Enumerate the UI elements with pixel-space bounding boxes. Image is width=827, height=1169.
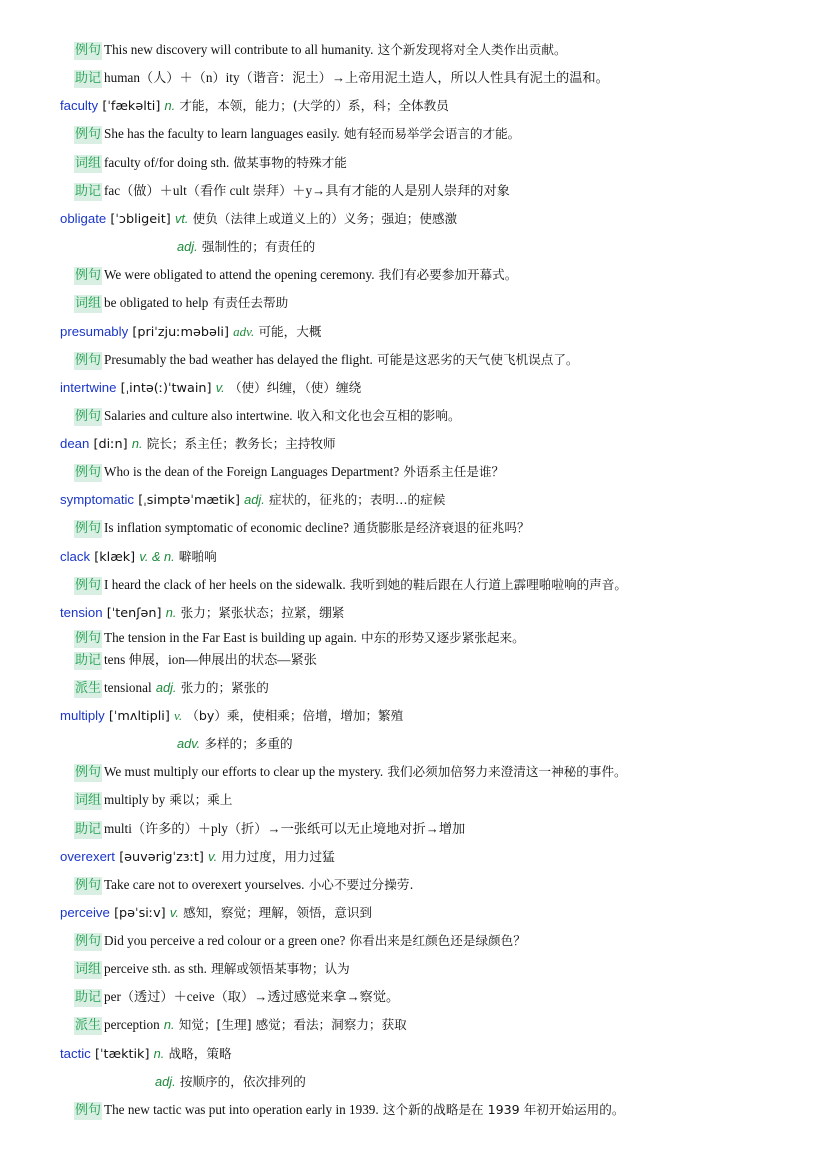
part-of-speech: v. bbox=[208, 849, 218, 864]
entry-subsense-line bbox=[155, 1072, 306, 1092]
label-badge: 例句 bbox=[75, 409, 102, 424]
headword: symptomatic bbox=[60, 492, 135, 507]
translation: 通货膨胀是经济衰退的征兆吗？ bbox=[353, 520, 530, 535]
part-of-speech: adj. bbox=[155, 1074, 176, 1089]
part-of-speech: n. bbox=[163, 1017, 175, 1032]
translation: 她有轻而易举学会语言的才能。 bbox=[343, 126, 521, 141]
entry-headword-line bbox=[60, 96, 449, 116]
part-of-speech: vt. bbox=[174, 211, 189, 226]
entry-detail-line bbox=[74, 959, 350, 979]
detail-text: Who is the dean of the Foreign Languages Department? bbox=[104, 464, 400, 479]
entry-detail-line bbox=[74, 40, 567, 60]
translation: 我们有必要参加开幕式。 bbox=[378, 267, 518, 282]
label-badge: 助记 bbox=[75, 990, 102, 1005]
translation: 这个新的战略是在 1939 年初开始运用的。 bbox=[382, 1102, 625, 1117]
part-of-speech: adv. bbox=[233, 324, 255, 339]
detail-text: Presumably the bad weather has delayed the flight. bbox=[104, 352, 373, 367]
part-of-speech: v. & n. bbox=[139, 549, 175, 564]
detail-text: tens 伸展，ion—伸展出的状态—紧张 bbox=[104, 652, 317, 667]
translation: 我们必须加倍努力来澄清这一神秘的事件。 bbox=[387, 764, 627, 779]
definition: （使）纠缠，（使）缠绕 bbox=[228, 380, 362, 395]
phonetic: [priˈzjuːməbəli] bbox=[132, 325, 229, 340]
phonetic: [klæk] bbox=[94, 550, 136, 565]
phonetic: [əuvərigˈzɜːt] bbox=[119, 850, 204, 865]
part-of-speech: n. bbox=[153, 1046, 165, 1061]
translation: 可能是这恶劣的天气使飞机误点了。 bbox=[377, 352, 579, 367]
part-of-speech: adv. bbox=[177, 736, 201, 751]
entry-headword-line bbox=[60, 322, 321, 342]
entry-detail-line bbox=[74, 124, 520, 144]
entry-detail-line bbox=[74, 293, 288, 313]
part-of-speech: adj. bbox=[155, 680, 177, 695]
label-badge: 例句 bbox=[75, 878, 102, 893]
phonetic: [ˈmʌltipli] bbox=[108, 709, 170, 724]
entry-headword-line bbox=[60, 378, 361, 398]
label-badge: 例句 bbox=[75, 1103, 102, 1118]
headword: faculty bbox=[60, 98, 99, 113]
detail-text: perception bbox=[104, 1017, 160, 1032]
definition: （by）乘，使相乘；倍增，增加；繁殖 bbox=[186, 708, 404, 723]
headword: obligate bbox=[60, 211, 107, 226]
entry-detail-line bbox=[74, 819, 465, 839]
label-badge: 助记 bbox=[75, 71, 102, 86]
entry-headword-line bbox=[60, 434, 336, 454]
headword: dean bbox=[60, 436, 90, 451]
detail-text: multi（许多的）＋ply（折）→一张纸可以无止境地对折→增加 bbox=[104, 821, 466, 836]
headword: multiply bbox=[60, 708, 105, 723]
translation: 这个新发现将对全人类作出贡献。 bbox=[377, 42, 567, 57]
detail-text: perceive sth. as sth. bbox=[104, 961, 207, 976]
detail-text: human（人）＋（n）ity（谐音：泥土）→上帝用泥土造人，所以人性具有泥土的温和。 bbox=[104, 70, 609, 85]
phonetic: [ˌintə(ː)ˈtwain] bbox=[120, 381, 212, 396]
part-of-speech: n. bbox=[165, 605, 177, 620]
entry-headword-line bbox=[60, 903, 372, 923]
detail-text: Did you perceive a red colour or a green one? bbox=[104, 933, 346, 948]
definition: 噼啪响 bbox=[178, 549, 217, 564]
label-badge: 助记 bbox=[75, 653, 102, 668]
headword: tactic bbox=[60, 1046, 91, 1061]
part-of-speech: adj. bbox=[177, 239, 198, 254]
label-badge: 例句 bbox=[75, 765, 102, 780]
entry-detail-line bbox=[74, 181, 510, 201]
headword: overexert bbox=[60, 849, 115, 864]
label-badge: 例句 bbox=[75, 578, 102, 593]
entry-headword-line bbox=[60, 547, 217, 567]
label-badge: 例句 bbox=[75, 631, 102, 646]
definition: 才能，本领，能力；(大学的）系，科；全体教员 bbox=[179, 98, 449, 113]
phonetic: [pəˈsiːv] bbox=[114, 906, 166, 921]
label-badge: 例句 bbox=[75, 934, 102, 949]
detail-text: per（透过）＋ceive（取）→透过感觉来拿→察觉。 bbox=[104, 989, 400, 1004]
entry-headword-line bbox=[60, 847, 335, 867]
detail-text: be obligated to help bbox=[104, 295, 209, 310]
label-badge: 派生 bbox=[75, 1018, 102, 1033]
definition: 张力；紧张状态；拉紧，绷紧 bbox=[180, 605, 345, 620]
label-badge: 例句 bbox=[75, 43, 102, 58]
headword: intertwine bbox=[60, 380, 117, 395]
entry-detail-line bbox=[74, 153, 347, 173]
translation: 张力的；紧张的 bbox=[180, 680, 269, 695]
entry-detail-line bbox=[74, 350, 579, 370]
detail-text: This new discovery will contribute to all humanity. bbox=[104, 42, 374, 57]
label-badge: 派生 bbox=[75, 681, 102, 696]
entry-headword-line bbox=[60, 603, 344, 623]
definition: 用力过度，用力过猛 bbox=[221, 849, 335, 864]
entry-detail-line bbox=[74, 678, 269, 698]
detail-text: We were obligated to attend the opening ceremony. bbox=[104, 267, 375, 282]
entry-detail-line bbox=[74, 68, 609, 88]
translation: 你看出来是红颜色还是绿颜色？ bbox=[349, 933, 526, 948]
entry-detail-line bbox=[74, 406, 461, 426]
detail-text: multiply by bbox=[104, 792, 166, 807]
definition: 可能，大概 bbox=[258, 324, 322, 339]
detail-text: I heard the clack of her heels on the sidewalk. bbox=[104, 577, 346, 592]
label-badge: 词组 bbox=[75, 156, 102, 171]
detail-text: Is inflation symptomatic of economic decline? bbox=[104, 520, 350, 535]
translation: 知觉；[生理] 感觉；看法；洞察力；获取 bbox=[178, 1017, 407, 1032]
entry-detail-line bbox=[74, 1100, 624, 1120]
label-badge: 例句 bbox=[75, 521, 102, 536]
label-badge: 例句 bbox=[75, 127, 102, 142]
label-badge: 助记 bbox=[75, 822, 102, 837]
entry-detail-line bbox=[74, 875, 413, 895]
translation: 有责任去帮助 bbox=[212, 295, 289, 310]
entry-detail-line bbox=[74, 762, 627, 782]
headword: presumably bbox=[60, 324, 129, 339]
part-of-speech: adj. bbox=[244, 492, 265, 507]
entry-detail-line bbox=[74, 987, 399, 1007]
entry-detail-line bbox=[74, 575, 627, 595]
phonetic: [ˈtenʃən] bbox=[106, 606, 162, 621]
entry-headword-line bbox=[60, 209, 457, 229]
detail-text: Take care not to overexert yourselves. bbox=[104, 877, 305, 892]
entry-detail-line bbox=[74, 628, 525, 648]
phonetic: [diːn] bbox=[93, 437, 128, 452]
translation: 乘以；乘上 bbox=[169, 792, 233, 807]
detail-text: faculty of/for doing sth. bbox=[104, 155, 230, 170]
definition: 症状的，征兆的；表明…的症候 bbox=[269, 492, 446, 507]
headword: tension bbox=[60, 605, 103, 620]
part-of-speech: n. bbox=[164, 98, 176, 113]
phonetic: [ˈɔbligeit] bbox=[110, 212, 171, 227]
entry-subsense-line bbox=[177, 237, 315, 257]
translation: 收入和文化也会互相的影响。 bbox=[296, 408, 461, 423]
label-badge: 例句 bbox=[75, 465, 102, 480]
label-badge: 词组 bbox=[75, 793, 102, 808]
translation: 小心不要过分操劳. bbox=[308, 877, 414, 892]
detail-text: fac（做）＋ult（看作 cult 崇拜）＋y→具有才能的人是别人崇拜的对象 bbox=[104, 183, 510, 198]
translation: 我听到她的鞋后跟在人行道上霹哩啪啦响的声音。 bbox=[349, 577, 627, 592]
detail-text: tensional bbox=[104, 680, 152, 695]
label-badge: 例句 bbox=[75, 353, 102, 368]
label-badge: 例句 bbox=[75, 268, 102, 283]
translation: 外语系主任是谁？ bbox=[403, 464, 505, 479]
entry-detail-line bbox=[74, 518, 530, 538]
phonetic: [ˈfækəlti] bbox=[102, 99, 161, 114]
detail-text: We must multiply our efforts to clear up the mystery. bbox=[104, 764, 384, 779]
entry-detail-line bbox=[74, 462, 504, 482]
detail-text: Salaries and culture also intertwine. bbox=[104, 408, 293, 423]
entry-detail-line bbox=[74, 650, 317, 670]
translation: 理解或领悟某事物；认为 bbox=[211, 961, 350, 976]
definition: 使负（法律上或道义上的）义务；强迫；使感激 bbox=[192, 211, 458, 226]
entry-headword-line bbox=[60, 706, 403, 726]
definition: 强制性的；有责任的 bbox=[201, 239, 316, 254]
phonetic: [ˌsimptəˈmætik] bbox=[138, 493, 240, 508]
definition: 感知，察觉；理解，领悟，意识到 bbox=[183, 905, 372, 920]
definition: 多样的；多重的 bbox=[204, 736, 293, 751]
entry-detail-line bbox=[74, 790, 232, 810]
phonetic: [ˈtæktik] bbox=[94, 1047, 150, 1062]
entry-detail-line bbox=[74, 265, 517, 285]
part-of-speech: v. bbox=[215, 380, 225, 395]
entry-headword-line bbox=[60, 1044, 232, 1064]
part-of-speech: n. bbox=[131, 436, 143, 451]
part-of-speech: v. bbox=[169, 905, 179, 920]
definition: 院长；系主任；教务长；主持牧师 bbox=[146, 436, 336, 451]
detail-text: She has the faculty to learn languages easily. bbox=[104, 126, 340, 141]
entry-subsense-line bbox=[177, 734, 293, 754]
entry-detail-line bbox=[74, 1015, 407, 1035]
translation: 做某事物的特殊才能 bbox=[233, 155, 347, 170]
part-of-speech: v. bbox=[174, 708, 183, 723]
definition: 按顺序的，依次排列的 bbox=[179, 1074, 306, 1089]
label-badge: 词组 bbox=[75, 962, 102, 977]
detail-text: The new tactic was put into operation early in 1939. bbox=[104, 1102, 379, 1117]
headword: perceive bbox=[60, 905, 110, 920]
definition: 战略，策略 bbox=[168, 1046, 232, 1061]
detail-text: The tension in the Far East is building up again. bbox=[104, 630, 357, 645]
label-badge: 助记 bbox=[75, 184, 102, 199]
entry-detail-line bbox=[74, 931, 526, 951]
headword: clack bbox=[60, 549, 91, 564]
entry-headword-line bbox=[60, 490, 445, 510]
label-badge: 词组 bbox=[75, 296, 102, 311]
translation: 中东的形势又逐步紧张起来。 bbox=[360, 630, 525, 645]
